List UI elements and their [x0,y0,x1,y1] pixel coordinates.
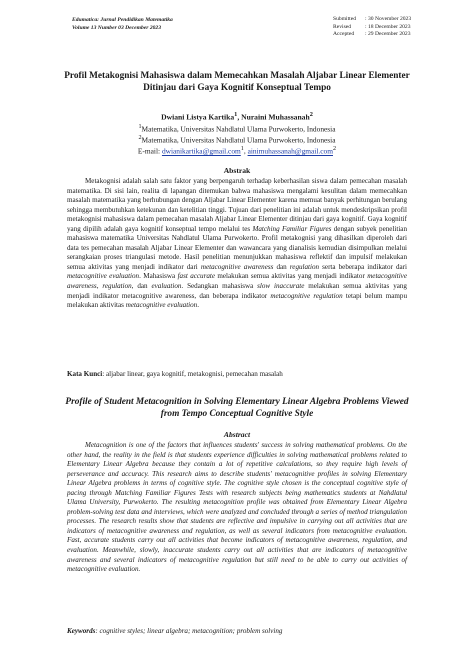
affiliation-sup: 1 [138,124,142,130]
abstract-text: Metakognisi adalah salah satu faktor yang berpengaruh terhadap keberhasilan siswa dalam pemecahan masalah matematika. Di sisi lain, realita di lapangan ditemukan bahwa mahasiswa mengalami kesulitan dalam memecahkan masalah matematika yang berhubungan dengan Aljabar Linear Elementer karena memuat banyak perhitungan berulang sehingga membutuhkan ketekunan dan ketelitian tinggi. Tujuan dari penelitian ini adalah untuk mendeskripsikan profil metakognisi mahasiswa dalam pemecahan masalah Aljabar Linear Elementer ditinjau dari gaya kognitif. Gaya kognitif yang dipilih adalah gaya kognitif konseptual tempo melalui tes [67,177,407,233]
abstract-italic: metacognitive evaluation [67,272,140,281]
revised-label: Revised [333,23,352,30]
submitted-label: Submitted [333,16,356,22]
email-separator: , [243,146,248,156]
journal-name: Edumatica: Jurnal Pendidikan Matematika [72,17,173,23]
abstract-body-id [67,177,407,311]
submitted-row [333,16,411,24]
abstract-italic: metacognitive awareness [67,272,407,291]
author-name: Dwiani Listya Kartika [161,112,235,122]
abstract-text: , dan [131,282,152,291]
abstract-text: . Mahasiswa [139,272,178,281]
abstract-italic: fast accurate [177,272,216,281]
abstract-heading-en: Abstract [223,430,251,439]
paper-title-en: Profile of Student Metacognition in Solving Elementary Linear Algebra Problems Viewed from Tempo Conceptual Cognitive Style [65,397,409,419]
dates-block [333,16,411,39]
affiliation-text: Matematika, Universitas Nahdlatul Ulama Purwokerto, Indonesia [141,124,336,134]
affiliation-2 [60,134,414,145]
author-sup: 1 [234,111,238,118]
keywords-id [67,370,407,378]
keywords-label: Keywords [67,627,96,635]
affiliation-1 [60,123,414,134]
abstract-text: dengan subyek penelitian mahasiswa matematika Universitas Nahdlatul Ulama Purwokerto. Profil metakognisi yang dihasilkan diperoleh dari data tes pemecahan masalah Aljabar Linear Elementer dan wawancara yang dianalisis kemudian disimpulkan melalui serangkaian proses triangulasi metode. Hasil penelitian menunjukkan mahasiswa reflektif dan impulsif melakukan semua aktivitas yang menjadi indikator dari [67,224,407,271]
abstract-italic: evaluation [151,282,182,291]
email-label: E-mail: [137,146,162,156]
abstract-italic: regulation [102,282,132,291]
abstract-italic: metacognitive evaluation [125,301,198,310]
accepted-label: Accepted [333,31,355,38]
affiliation-text: Matematika, Universitas Nahdlatul Ulama Purwokerto, Indonesia [141,135,336,145]
affiliation-sup: 2 [138,135,142,142]
abstract-text: melakukan semua aktivitas yang menjadi indikator [215,272,368,281]
affiliations [60,123,414,156]
keywords-text: : cognitive styles; linear algebra; metacognition; problem solving [95,627,283,635]
abstract-text: . [197,301,200,310]
accepted-row [333,31,411,39]
journal-header [72,16,173,32]
keywords-en [67,627,407,635]
email-link-2[interactable]: ainimuhassanah@gmail.com [247,146,333,156]
author-line [60,111,414,122]
abstract-italic: regulation [289,262,320,271]
abstract-text: . Sedangkan mahasiswa [181,282,258,291]
abstract-text: tetapi belum mampu melakukan aktivitas [67,291,407,310]
author-separator: , [237,112,242,122]
email-sup: 2 [332,146,337,153]
email-sup: 1 [240,146,244,153]
abstract-text: serta beberapa indikator dari [319,262,407,271]
abstract-italic: slow inaccurate [257,282,305,291]
abstract-italic: Matching Familiar Figures [252,224,332,233]
abstract-italic: metacognitive awareness [200,262,274,271]
email-line [60,145,414,156]
journal-volume: Volume 13 Number 03 December 2023 [72,25,162,32]
abstract-body-en: Metacognition is one of the factors that influences students' success in solving mathematical problems. On the other hand, the reality in the field is that students experience difficulties in solving mathematical problems related to Elementary Linear Algebra because they contain a lot of repetitive calculations, so they require high levels of perseverance and accuracy. This research aims to describe students' metacognitive profiles in solving Elementary Linear Algebra problems in terms of cognitive style. The cognitive style chosen is the conceptual cognitive style of pacing through Matching Familiar Figures Tests with research subjects being mathematics students at Nahdlatul Ulama University, Purwokerto. The resulting metacognition profile was obtained from Elementary Linear Algebra problem-solving test data and interviews, which were analyzed and concluded through a series of method triangulation processes. The research results show that students are reflective and impulsive in carrying out all activities that are indicators of metacognitive awareness and regulation, as well as several indicators from metacognitive evaluation. Fast, accurate students carry out all activities that become indicators of metacognitive awareness, regulation, and evaluation. Meanwhile, slowly, inaccurate students carry out all activities that are indicators of metacognitive awareness and several indicators of metacognitive regulation but still need to be able to carry out activities of metacognitive evaluation. [67,441,407,574]
abstract-text: melakukan semua aktivitas yang menjadi indikator metacognitive awareness, dan beberapa indikator [67,282,407,300]
abstract-text: dan [273,262,290,271]
author-sup: 2 [309,111,313,118]
accepted-value: : 29 December 2023 [365,31,411,38]
submitted-value: : 30 November 2023 [365,16,412,22]
email-link-1[interactable]: dwianikartika@gmail.com [161,146,241,156]
abstract-text: , [96,282,103,291]
keywords-text: : aljabar linear, gaya kognitif, metakognisi, pemecahan masalah [102,370,283,378]
paper-title-id: Profil Metakognisi Mahasiswa dalam Memecahkan Masalah Aljabar Linear Elementer Ditinjau dari Gaya Kognitif Konseptual Tempo [64,71,410,93]
abstract-heading-id: Abstrak [223,166,251,175]
abstract-italic: metacognitive regulation [270,291,343,300]
keywords-label: Kata Kunci [67,370,103,378]
revised-value: : 18 December 2023 [365,23,411,30]
author-name: Nuraini Muhassanah [241,112,310,122]
revised-row [333,24,411,32]
